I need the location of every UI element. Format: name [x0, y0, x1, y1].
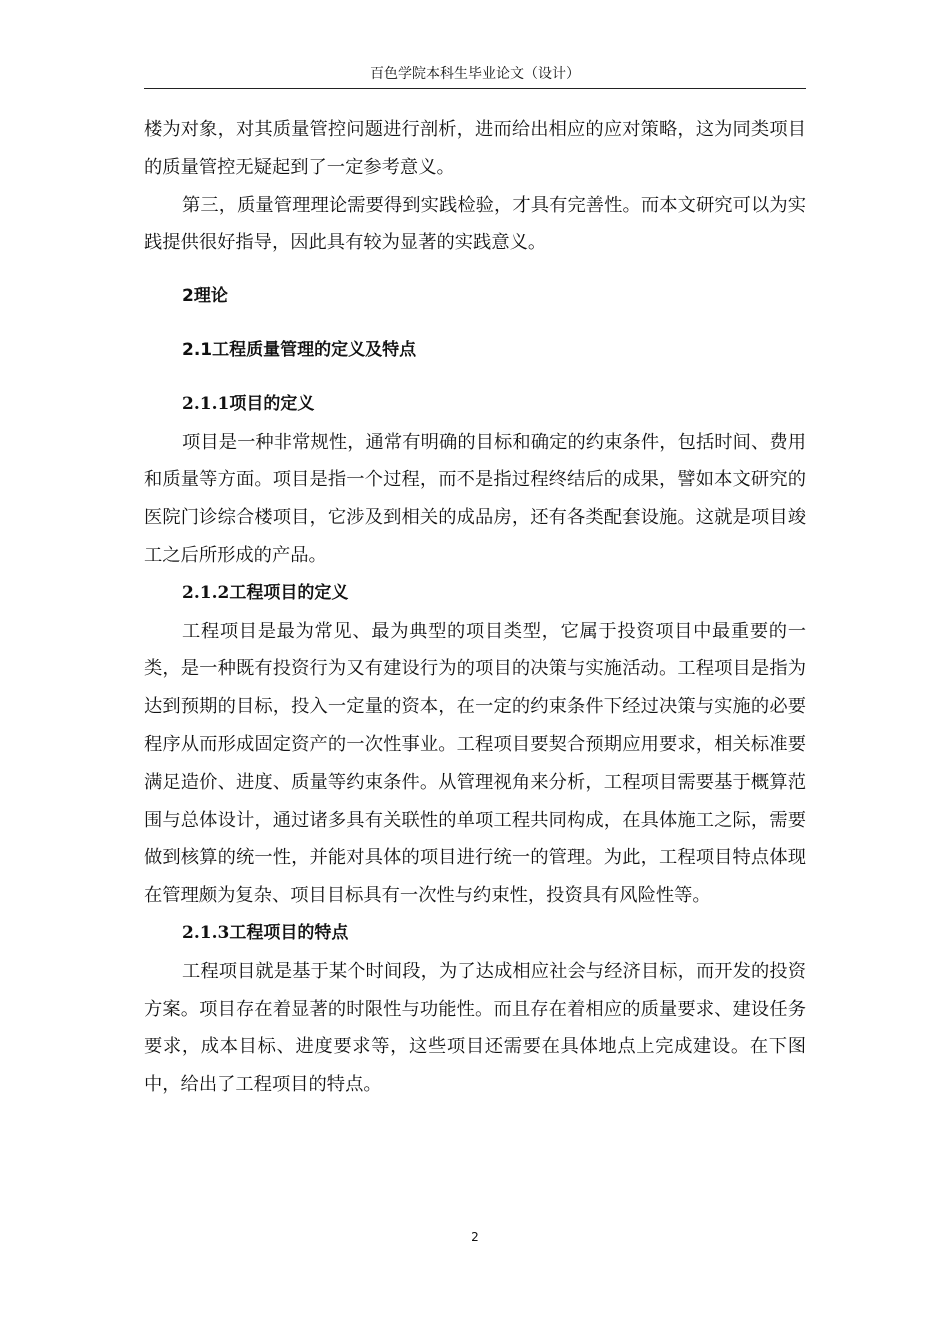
heading-chapter-2: 2理论: [182, 286, 228, 307]
page-content: [144, 111, 806, 1104]
page-header: [144, 66, 806, 89]
heading-section-2-1: 2.1工程质量管理的定义及特点: [182, 339, 417, 360]
heading-subsection-2-1-1: 2.1.1项目的定义: [182, 393, 315, 414]
paragraph-continued: 楼为对象，对其质量管控问题进行剖析，进而给出相应的应对策略，这为同类项目的质量管控无疑起到了一定参考意义。: [144, 119, 806, 178]
paragraph-third-point: 第三，质量管理理论需要得到实践检验，才具有完善性。而本文研究可以为实践提供很好指导，因此具有较为显著的实践意义。: [144, 194, 806, 254]
heading-subsection-2-1-3: 2.1.3工程项目的特点: [182, 922, 349, 943]
paragraph-engineering-project-definition: 工程项目是最为常见、最为典型的项目类型，它属于投资项目中最重要的一类，是一种既有投资行为又有建设行为的项目的决策与实施活动。工程项目是指为达到预期的目标，投入一定量的资本，在一定的约束条件下经过决策与实施的必要程序从而形成固定资产的一次性事业。工程项目要契合预期应用要求，相关标准要满足造价、进度、质量等约束条件。从管理视角来分析，工程项目需要基于概算范围与总体设计，通过诸多具有关联性的单项工程共同构成，在具体施工之际，需要做到核算的统一性，并能对具体的项目进行统一的管理。为此，工程项目特点体现在管理颇为复杂、项目目标具有一次性与约束性，投资具有风险性等。: [144, 620, 806, 907]
heading-subsection-2-1-2: 2.1.2工程项目的定义: [182, 582, 349, 603]
paragraph-project-definition: 项目是一种非常规性，通常有明确的目标和确定的约束条件，包括时间、费用和质量等方面。项目是指一个过程，而不是指过程终结后的成果，譬如本文研究的医院门诊综合楼项目，它涉及到相关的成品房，还有各类配套设施。这就是项目竣工之后所形成的产品。: [144, 431, 806, 566]
header-title: 百色学院本科生毕业论文（设计）: [370, 66, 580, 82]
paragraph-engineering-project-features: 工程项目就是基于某个时间段，为了达成相应社会与经济目标，而开发的投资方案。项目存在着显著的时限性与功能性。而且存在着相应的质量要求、建设任务要求，成本目标、进度要求等，这些项目还需要在具体地点上完成建设。在下图中，给出了工程项目的特点。: [144, 960, 806, 1096]
page-number: 2: [471, 1230, 479, 1244]
